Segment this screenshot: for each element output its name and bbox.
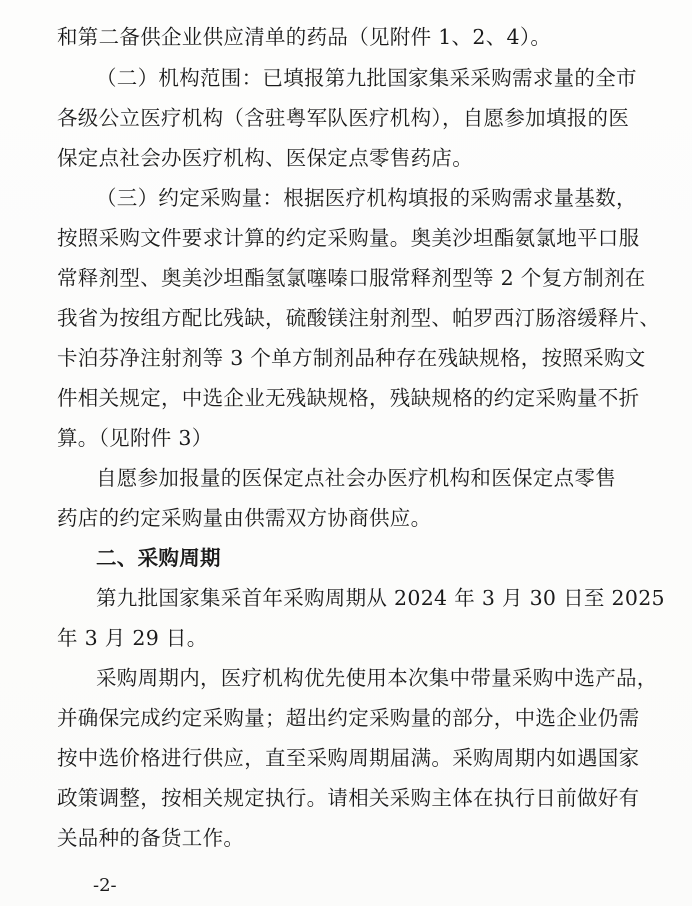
paragraph-institution-scope: （二）机构范围：已填报第九批国家集采采购需求量的全市 [96,66,637,90]
text-line: 各级公立医疗机构（含驻粤军队医疗机构），自愿参加填报的医 [57,106,630,130]
text-line: 政策调整，按相关规定执行。请相关采购主体在执行日前做好有 [57,786,640,810]
page-number: -2- [93,875,117,896]
text-line: 年 3 月 29 日。 [57,626,208,650]
section-heading-procurement-period: 二、采购周期 [96,546,221,570]
paragraph-voluntary-reporting: 自愿参加报量的医保定点社会办医疗机构和医保定点零售 [96,466,616,490]
text-line: 我省为按组方配比残缺，硫酸镁注射剂型、帕罗西汀肠溶缓释片、 [57,306,661,330]
paragraph-period-dates: 第九批国家集采首年采购周期从 2024 年 3 月 30 日至 2025 [96,586,665,610]
text-line: 按照采购文件要求计算的约定采购量。奥美沙坦酯氨氯地平口服 [57,226,640,250]
text-line: 药店的约定采购量由供需双方协商供应。 [57,506,432,530]
text-line: 常释剂型、奥美沙坦酯氢氯噻嗪口服常释剂型等 2 个复方制剂在 [57,266,646,290]
text-line: 并确保完成约定采购量；超出约定采购量的部分，中选企业仍需 [57,706,640,730]
text-line: 卡泊芬净注射剂等 3 个单方制剂品种存在残缺规格，按照采购文 [57,346,646,370]
text-line: 按中选价格进行供应，直至采购周期届满。采购周期内如遇国家 [57,746,640,770]
text-line: 和第二备供企业供应清单的药品（见附件 1、2、4）。 [57,25,552,49]
paragraph-agreed-volume: （三）约定采购量：根据医疗机构填报的采购需求量基数， [96,186,637,210]
text-line: 件相关规定，中选企业无残缺规格，残缺规格的约定采购量不折 [57,386,640,410]
paragraph-period-rules: 采购周期内，医疗机构优先使用本次集中带量采购中选产品， [96,666,658,690]
text-line: 保定点社会办医疗机构、医保定点零售药店。 [57,146,473,170]
text-line: 算。（见附件 3） [57,426,213,450]
text-line: 关品种的备货工作。 [57,826,245,850]
